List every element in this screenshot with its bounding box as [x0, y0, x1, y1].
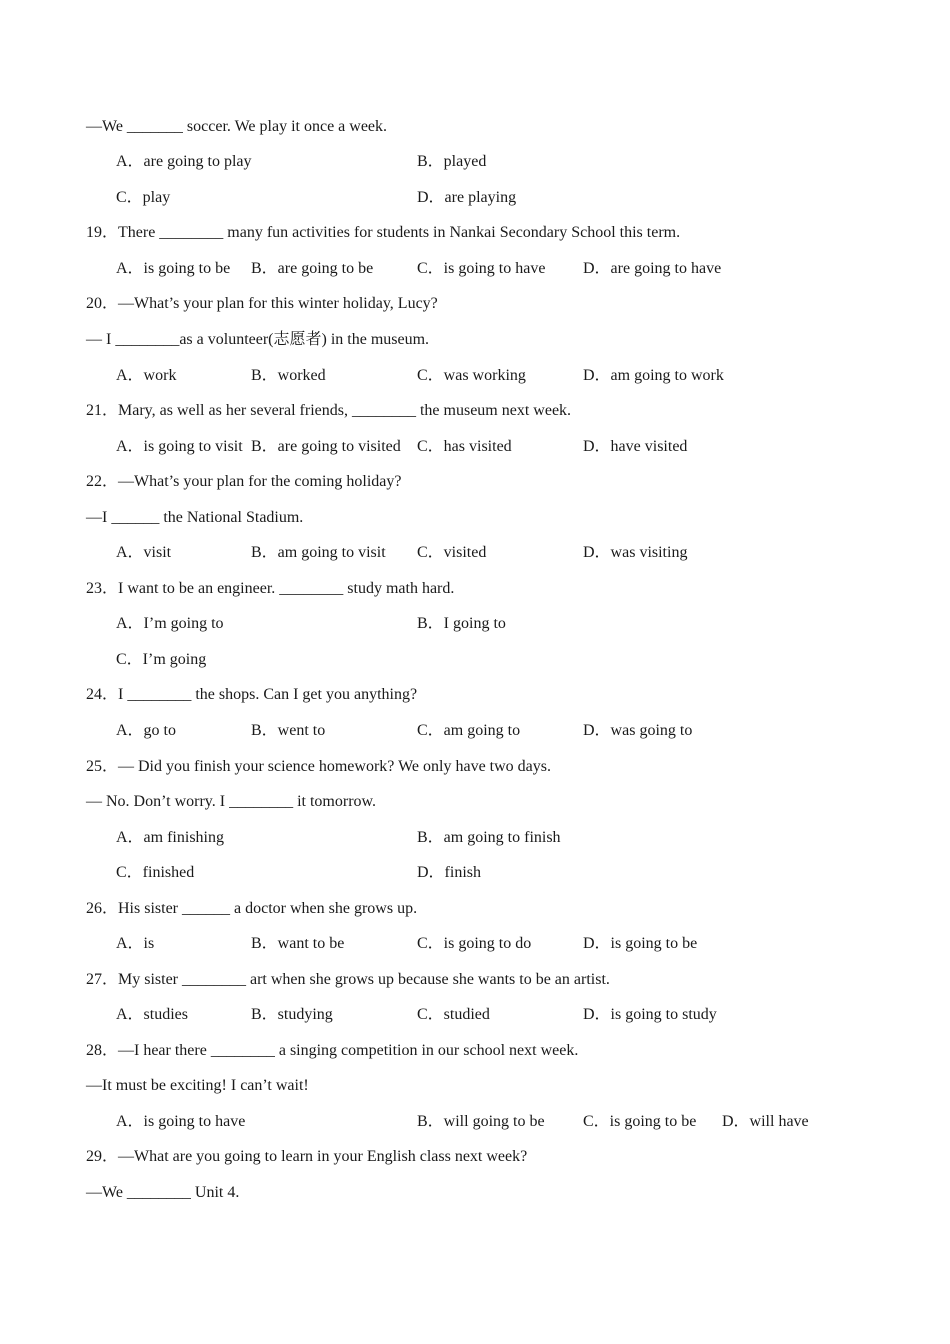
q26-stem: 26．His sister ______ a doctor when she grows up. — [86, 900, 418, 917]
q23-stem: 23．I want to be an engineer. ________ study math hard. — [86, 580, 455, 597]
q23-option-b: B．I going to — [417, 615, 506, 632]
q24-option-b: B．went to — [251, 722, 326, 739]
q19-option-c: C．is going to have — [417, 260, 546, 277]
q20-option-d: D．am going to work — [583, 367, 724, 384]
q28-option-c: C．is going to be — [583, 1113, 697, 1130]
q28-stem: 28．—I hear there ________ a singing competition in our school next week. — [86, 1042, 579, 1059]
q25-option-a: A．am finishing — [116, 829, 224, 846]
q27-option-a: A．studies — [116, 1006, 189, 1023]
q24-option-a: A．go to — [116, 722, 177, 739]
q20-option-a: A．work — [116, 367, 177, 384]
q19-option-b: B．are going to be — [251, 260, 374, 277]
q22-stem: 22．—What’s your plan for the coming holiday? — [86, 473, 402, 490]
q27-option-b: B．studying — [251, 1006, 333, 1023]
q23-option-a: A．I’m going to — [116, 615, 224, 632]
q20-line2: — I ________as a volunteer(志愿者) in the museum. — [86, 331, 430, 348]
q20-stem: 20．—What’s your plan for this winter holiday, Lucy? — [86, 295, 438, 312]
q19-option-d: D．are going to have — [583, 260, 722, 277]
q21-stem: 21．Mary, as well as her several friends, ________ the museum next week. — [86, 402, 572, 419]
q18-option-b: B．played — [417, 153, 487, 170]
q25-line2: — No. Don’t worry. I ________ it tomorrow. — [86, 793, 377, 810]
q28-option-b: B．will going to be — [417, 1113, 545, 1130]
q25-option-b: B．am going to finish — [417, 829, 561, 846]
q20-option-c: C．was working — [417, 367, 526, 384]
q29-line2: —We ________ Unit 4. — [86, 1184, 240, 1201]
q25-option-d: D．finish — [417, 864, 482, 881]
q27-option-d: D．is going to study — [583, 1006, 717, 1023]
q22-option-c: C．visited — [417, 544, 487, 561]
q18-option-c: C．play — [116, 189, 171, 206]
q22-option-b: B．am going to visit — [251, 544, 386, 561]
q22-option-a: A．visit — [116, 544, 172, 561]
q26-option-a: A．is — [116, 935, 155, 952]
q24-option-c: C．am going to — [417, 722, 521, 739]
q20-option-b: B．worked — [251, 367, 326, 384]
q29-stem: 29．—What are you going to learn in your English class next week? — [86, 1148, 528, 1165]
q25-option-c: C．finished — [116, 864, 195, 881]
q27-option-c: C．studied — [417, 1006, 490, 1023]
q28-line2: —It must be exciting! I can’t wait! — [86, 1077, 309, 1094]
q26-option-c: C．is going to do — [417, 935, 532, 952]
q21-option-d: D．have visited — [583, 438, 688, 455]
q26-option-d: D．is going to be — [583, 935, 698, 952]
q23-option-c: C．I’m going — [116, 651, 207, 668]
q18-line: —We _______ soccer. We play it once a week. — [86, 118, 388, 135]
q24-option-d: D．was going to — [583, 722, 693, 739]
q18-option-d: D．are playing — [417, 189, 517, 206]
q18-option-a: A．are going to play — [116, 153, 252, 170]
q21-option-b: B．are going to visited — [251, 438, 401, 455]
q21-option-c: C．has visited — [417, 438, 512, 455]
q28-option-d: D．will have — [722, 1113, 809, 1130]
q25-stem: 25．— Did you finish your science homework? We only have two days. — [86, 758, 551, 775]
q19-stem: 19．There ________ many fun activities for students in Nankai Secondary School this term. — [86, 224, 681, 241]
q19-option-a: A．is going to be — [116, 260, 231, 277]
q22-line2: —I ______ the National Stadium. — [86, 509, 304, 526]
q26-option-b: B．want to be — [251, 935, 345, 952]
q28-option-a: A．is going to have — [116, 1113, 246, 1130]
q24-stem: 24．I ________ the shops. Can I get you anything? — [86, 686, 418, 703]
q27-stem: 27．My sister ________ art when she grows up because she wants to be an artist. — [86, 971, 610, 988]
q22-option-d: D．was visiting — [583, 544, 688, 561]
q21-option-a: A．is going to visit — [116, 438, 243, 455]
